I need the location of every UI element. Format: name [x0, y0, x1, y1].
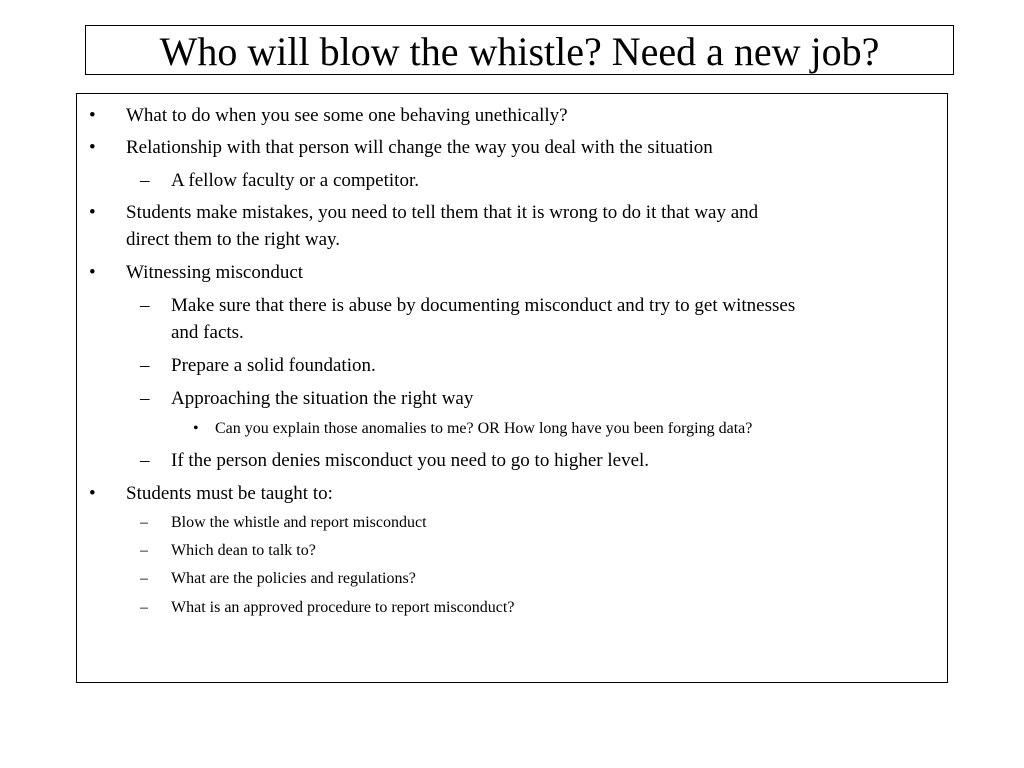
- bullet-text-line-2: direct them to the right way.: [126, 229, 341, 250]
- dash-icon: –: [140, 570, 148, 587]
- sub-item-documenting: [140, 292, 796, 346]
- sub-item-fellow-faculty: [140, 167, 419, 194]
- bullet-icon: •: [89, 262, 96, 283]
- sub-item-text: If the person denies misconduct you need to go to higher level.: [171, 450, 650, 471]
- sub-item-policies: [140, 568, 416, 590]
- sub-sub-item-text: Can you explain those anomalies to me? OR How long have you been forging data?: [215, 420, 753, 437]
- sub-item-text: A fellow faculty or a competitor.: [171, 170, 419, 191]
- bullet-item-4: [89, 259, 304, 286]
- sub-item-text-line-2: and facts.: [171, 322, 244, 343]
- sub-item-dean: [140, 540, 316, 562]
- sub-item-text-line-1: Make sure that there is abuse by documenting misconduct and try to get witnesses: [171, 295, 796, 316]
- sub-item-text: What are the policies and regulations?: [171, 570, 416, 587]
- bullet-icon: •: [89, 105, 96, 126]
- dash-icon: –: [140, 514, 148, 531]
- sub-item-text: Approaching the situation the right way: [171, 388, 474, 409]
- dash-icon: –: [140, 170, 150, 191]
- bullet-item-1: [89, 102, 568, 129]
- bullet-text-line-1: Students make mistakes, you need to tell them that it is wrong to do it that way and: [126, 202, 759, 223]
- bullet-text: Witnessing misconduct: [126, 262, 304, 283]
- bullet-icon: •: [89, 137, 96, 158]
- dash-icon: –: [140, 295, 150, 316]
- bullet-item-2: [89, 134, 713, 161]
- sub-sub-item-anomalies: [193, 418, 753, 440]
- sub-item-text: Which dean to talk to?: [171, 542, 316, 559]
- slide-content-box: [76, 93, 948, 683]
- slide-title-box: [85, 25, 954, 75]
- sub-item-procedure: [140, 597, 515, 619]
- sub-item-higher-level: [140, 447, 650, 474]
- sub-item-approaching: [140, 385, 474, 412]
- bullet-text: What to do when you see some one behaving unethically?: [126, 105, 568, 126]
- dash-icon: –: [140, 542, 148, 559]
- bullet-icon: •: [89, 202, 96, 223]
- dash-icon: –: [140, 599, 148, 616]
- bullet-text: Students must be taught to:: [126, 483, 333, 504]
- dash-icon: –: [140, 355, 150, 376]
- bullet-icon: •: [89, 483, 96, 504]
- sub-item-text: Blow the whistle and report misconduct: [171, 514, 427, 531]
- sub-item-blow-whistle: [140, 512, 427, 534]
- bullet-text: Relationship with that person will change the way you deal with the situation: [126, 137, 713, 158]
- bullet-icon: •: [193, 420, 199, 437]
- bullet-item-3: [89, 199, 759, 253]
- bullet-item-5: [89, 480, 333, 507]
- sub-item-text: Prepare a solid foundation.: [171, 355, 376, 376]
- slide-title: Who will blow the whistle? Need a new job?: [159, 29, 880, 74]
- sub-item-text: What is an approved procedure to report misconduct?: [171, 599, 515, 616]
- dash-icon: –: [140, 450, 150, 471]
- dash-icon: –: [140, 388, 150, 409]
- sub-item-foundation: [140, 352, 376, 379]
